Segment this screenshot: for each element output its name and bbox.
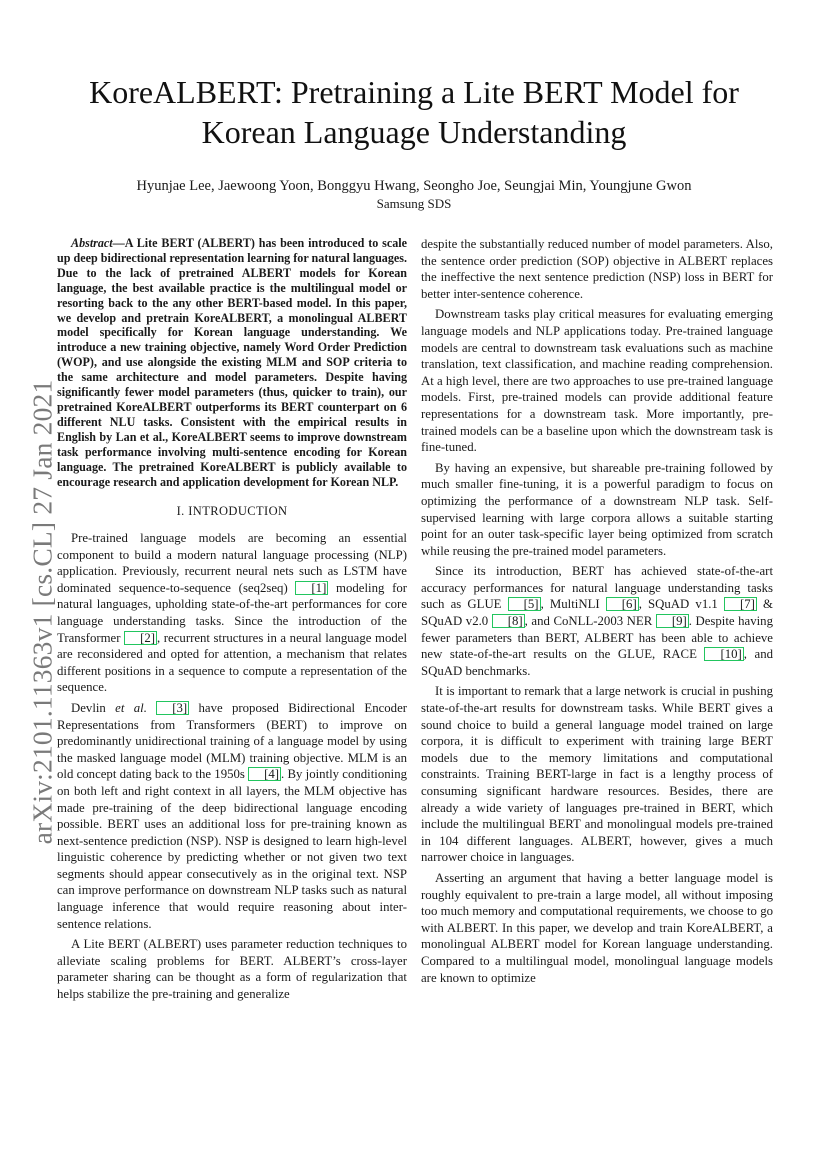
- intro-p2-text-d: . By jointly conditioning on both left and right context in all layers, the MLM objective has made pre-training of the deep bidirectional language encoding possible. BERT uses an additional loss for pre-training known as next-sentence prediction (NSP). NSP is designed to learn high-level linguistic coherence by predicting whether or not given two text segments should appear consecutively as in the original text. NSP can improve performance on downstream NLP tasks such as natural language inference that would require reasoning about inter-sentence relations.: [57, 767, 408, 931]
- section-title-initial: I: [188, 504, 193, 519]
- affiliation: Samsung SDS: [376, 196, 452, 211]
- intro-p2-text-a: Devlin: [71, 700, 116, 715]
- right-p3-text-c: , SQuAD v1.1: [638, 597, 724, 612]
- title-line-1: KoreALBERT: Pretraining a Lite BERT Model for: [89, 74, 739, 110]
- right-p3-text-b: , MultiNLI: [540, 597, 606, 612]
- section-heading-introduction: [57, 503, 407, 520]
- right-p3-text-g: , and SQuAD benchmarks.: [421, 647, 773, 678]
- abstract-label: Abstract: [71, 236, 113, 250]
- citation-link[interactable]: [9]: [656, 614, 689, 628]
- arxiv-stamp-text: arXiv:2101.11363v1 [cs.CL] 27 Jan 2021: [26, 379, 58, 845]
- right-column: [421, 236, 773, 986]
- right-paragraph-0: despite the substantially reduced number of model parameters. Also, the sentence order prediction (SOP) objective in ALBERT replaces the ineffective the next sentence prediction (NSP) loss in BERT for better inter-sentence coherence.: [421, 237, 773, 301]
- intro-p1-text-a: Pre-trained language models are becoming an essential component to build a modern natural language processing (NLP) application. Previously, recurrent neural nets such as LSTM have dominated sequence-to-sequence (seq2seq): [57, 531, 407, 595]
- title-line-2: Korean Language Understanding: [201, 114, 627, 150]
- right-paragraph-1: Downstream tasks play critical measures for evaluating emerging language models and NLP applications today. Pre-trained language models are central to downstream task evaluations such as machine translation, text classification, and machine reading comprehension. At a high level, there are two approaches to use pre-trained language models. First, pre-trained models can provide additional feature representations for a downstream task. More importantly, pre-trained models can be a baseline upon which the downstream task is fine-tuned.: [421, 307, 773, 455]
- section-number: I.: [176, 504, 185, 519]
- citation-link[interactable]: [5]: [508, 597, 541, 611]
- citation-link[interactable]: [8]: [492, 614, 525, 628]
- paper-header: [60, 72, 768, 212]
- right-p3-text-d: & SQuAD v2.0: [421, 597, 773, 629]
- intro-p2-text-b: [147, 701, 156, 715]
- abstract-text: A Lite BERT (ALBERT) has been introduced to scale up deep bidirectional representation learning for natural languages. Due to the lack of pretrained ALBERT models for Korean language, the best available practice is the multilingual model or resorting back to the any other BERT-based model. In this paper, we develop and pretrain KoreALBERT, a monolingual ALBERT model specifically for Korean language understanding. We introduce a new training objective, namely Word Order Prediction (WOP), and use alongside the existing MLM and SOP criteria to the same architecture and model parameters. Despite having significantly fewer model parameters (thus, quicker to train), our pretrained KoreALBERT outperforms its BERT counterpart on 6 different NLU tasks. Consistent with the empirical results in English by Lan et al., KoreALBERT seems to improve downstream task performance involving multi-sentence encoding for Korean language. The pretrained KoreALBERT is publicly available to encourage research and application development for Korean NLP.: [57, 236, 407, 489]
- citation-link[interactable]: [2]: [124, 631, 157, 645]
- right-p3-text-e: , and CoNLL-2003 NER: [524, 614, 656, 629]
- intro-p2-etal: et al.: [115, 700, 147, 715]
- abstract: [57, 236, 407, 489]
- right-paragraph-4: It is important to remark that a large network is crucial in pushing state-of-the-art results for downstream tasks. While BERT gives a sound choice to build a general language model trained on large corpora, it is difficult to experiment with training large BERT models due to the memory limitations and computational constraints. Training BERT-large in fact is a lengthy process of consuming significant hardware resources. Besides, there are already a wide variety of languages pre-trained in BERT, which include the multilingual BERT and monolingual models pre-trained in 104 different languages. ALBERT, however, gives a much narrower choice in languages.: [421, 684, 773, 865]
- citation-link[interactable]: [7]: [724, 597, 757, 611]
- intro-paragraph-3: A Lite BERT (ALBERT) uses parameter reduction techniques to alleviate scaling problems for BERT. ALBERT’s cross-layer parameter sharing can be thought as a form of regularization that helps stabilize the pre-training and generalize: [57, 937, 407, 1002]
- intro-paragraph-1: [57, 530, 407, 696]
- citation-link[interactable]: [4]: [248, 767, 281, 781]
- paper-title: [60, 72, 768, 152]
- intro-paragraph-2: [57, 700, 407, 932]
- right-paragraph-5: Asserting an argument that having a better language model is roughly equivalent to pre-train a large model, all without imposing too much memory and computational requirements, we choose to go with ALBERT. In this paper, we develop and train KoreALBERT, a monolingual ALBERT model for Korean language understanding. Compared to a multilingual model, monolingual language models are known to optimize: [421, 870, 773, 985]
- citation-link[interactable]: [10]: [704, 647, 743, 661]
- intro-p1-text-b: modeling for natural languages, upholding state-of-the-art performances for core language understanding tasks. Since the introduction of the Transformer: [57, 580, 407, 645]
- intro-p1-text-c: , recurrent structures in a neural language model are reconsidered and opted for attention, a mechanism that relates different positions in a sequence to compute a representation of the sequence.: [57, 630, 407, 695]
- right-p3-text-a: Since its introduction, BERT has achieved state-of-the-art accuracy performances for natural language understanding tasks such as GLUE: [421, 564, 773, 612]
- section-title: [188, 504, 287, 518]
- section-title-rest: NTRODUCTION: [192, 504, 288, 519]
- abstract-dash: —: [112, 236, 125, 250]
- author-list: Hyunjae Lee, Jaewoong Yoon, Bonggyu Hwang, Seongho Joe, Seungjai Min, Youngjune Gwon: [136, 178, 692, 194]
- citation-link[interactable]: [6]: [606, 597, 639, 611]
- citation-link[interactable]: [3]: [156, 701, 189, 715]
- left-column: [57, 236, 407, 1003]
- right-p3-text-f: . Despite having fewer parameters than BERT, ALBERT has been able to achieve new state-of-the-art results on the GLUE, RACE: [421, 614, 773, 662]
- right-paragraph-2: By having an expensive, but shareable pre-training followed by much smaller fine-tuning, it is a powerful paradigm to focus on optimizing the performance of a downstream NLP task. Self-supervised learning with large corpora allows a suitable starting point for an outer task-specific layer being optimized from scratch while reusing the pre-trained model parameters.: [421, 460, 773, 558]
- right-paragraph-3: [421, 563, 773, 679]
- citation-link[interactable]: [1]: [295, 581, 328, 595]
- intro-p2-text-c: have proposed Bidirectional Encoder Representations from Transformers (BERT) to improve on predominantly unidirectional training of a language model by using the masked language model (MLM) training objective. MLM is an old concept dating back to the 1950s: [57, 700, 408, 782]
